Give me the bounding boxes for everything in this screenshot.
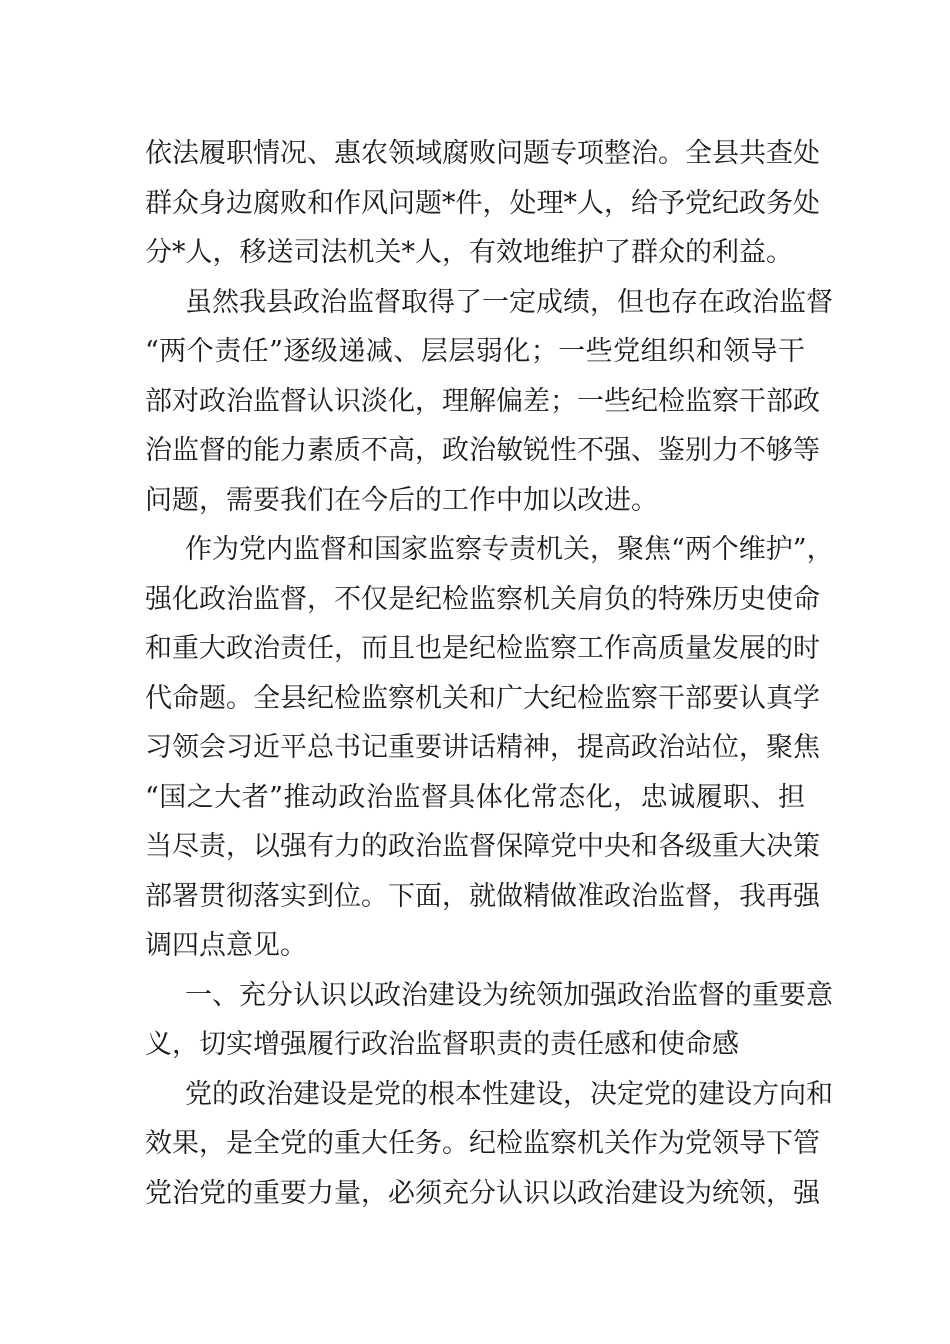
- text-line: 效果，是全党的重大任务。纪检监察机关作为党领导下管: [145, 1128, 820, 1159]
- section-heading: [145, 971, 833, 1070]
- text-line: 问题，需要我们在今后的工作中加以改进。: [145, 484, 658, 516]
- text-line: “两个责任”逐级递减、层层弱化；一些党组织和领导干: [145, 336, 805, 367]
- text-line: 强化政治监督，不仅是纪检监察机关肩负的特殊历史使命: [145, 583, 820, 615]
- text-line: 习领会习近平总书记重要讲话精神，提高政治站位，聚焦: [145, 732, 820, 763]
- text-line: 部对政治监督认识淡化，理解偏差；一些纪检监察干部政: [145, 385, 820, 417]
- document-body: [145, 129, 834, 1218]
- text-line: 党治党的重要力量，必须充分认识以政治建设为统领，强: [145, 1177, 820, 1209]
- text-line: 一、充分认识以政治建设为统领加强政治监督的重要意: [185, 979, 833, 1011]
- text-line: “国之大者”推动政治监督具体化常态化，忠诚履职、担: [145, 781, 805, 813]
- paragraph: [145, 525, 834, 971]
- text-line: 部署贯彻落实到位。下面，就做精做准政治监督，我再强: [145, 880, 820, 912]
- text-line: 依法履职情况、惠农领域腐败问题专项整治。全县共查处: [145, 138, 820, 169]
- paragraph: [145, 278, 833, 526]
- text-line: 作为党内监督和国家监察专责机关，聚焦“两个维护”，: [185, 534, 834, 565]
- text-line: 调四点意见。: [145, 930, 307, 961]
- text-line: 虽然我县政治监督取得了一定成绩，但也存在政治监督: [185, 286, 833, 318]
- paragraph: [145, 1070, 833, 1219]
- text-line: 党的政治建设是党的根本性建设，决定党的建设方向和: [185, 1078, 833, 1110]
- text-line: 分*人，移送司法机关*人，有效地维护了群众的利益。: [145, 237, 793, 268]
- text-line: 当尽责，以强有力的政治监督保障党中央和各级重大决策: [145, 831, 820, 862]
- text-line: 治监督的能力素质不高，政治敏锐性不强、鉴别力不够等: [145, 435, 820, 466]
- text-line: 义，切实增强履行政治监督职责的责任感和使命感: [145, 1029, 739, 1060]
- text-line: 代命题。全县纪检监察机关和广大纪检监察干部要认真学: [145, 682, 820, 714]
- text-line: 群众身边腐败和作风问题*件，处理*人，给予党纪政务处: [145, 187, 820, 219]
- text-line: 和重大政治责任，而且也是纪检监察工作高质量发展的时: [145, 633, 820, 664]
- paragraph: [145, 129, 820, 278]
